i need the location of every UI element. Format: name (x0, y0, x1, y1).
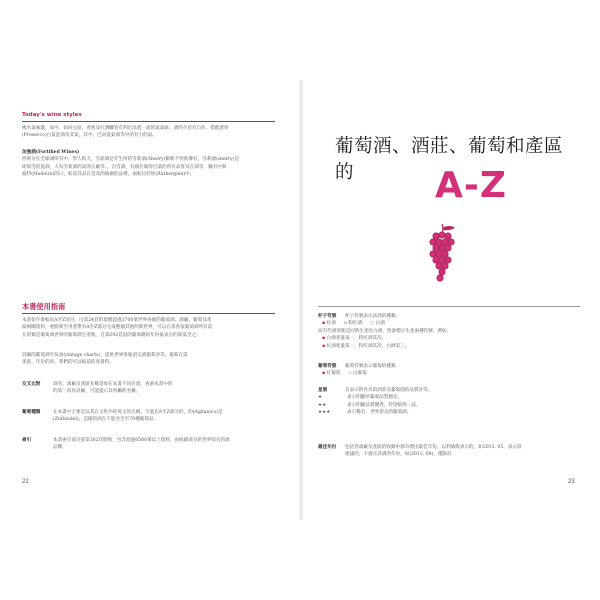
grape-berry (433, 257, 439, 263)
mark-label: 白酒 (375, 321, 385, 327)
star-section (318, 387, 580, 417)
entry-label: 交叉比對 (22, 382, 41, 387)
grape-berry (442, 263, 448, 269)
page-title: 葡萄酒、酒莊、葡萄和產區的 (335, 136, 564, 183)
intro-line: (Prosecco)白氣泡酒及其氣，其中，巴尚從氣酒等中的有力的氣。 (22, 133, 157, 139)
entry-label: 葡萄種類 (22, 410, 41, 415)
mark-label: 白葡萄 (352, 371, 367, 377)
grape-berry (445, 245, 451, 251)
grape-berry (442, 251, 448, 257)
grape-berry (433, 233, 439, 239)
star-text: 表示明顯品質優秀，特別值得一試。 (347, 402, 421, 408)
red-grape-mark (322, 370, 340, 377)
grape-symbols-desc: 葡萄符號表示葡萄的種類 (345, 364, 396, 369)
rose-wine-icon: ▫ (343, 321, 347, 327)
grape-symbols-section (318, 363, 580, 378)
grape-berry (439, 232, 445, 238)
grape-berry (430, 251, 436, 257)
guide-heading: 本書使用指南 (22, 302, 66, 311)
az-title: A-Z (435, 165, 507, 206)
best-years-label: 最佳年份 (318, 445, 337, 450)
example-icon: ▪ (322, 336, 326, 342)
grape-berry (439, 245, 445, 251)
fortified-line: 西班牙在全球酒所有中，學人較大，雪莉酒是年生所的雪莉酒(Sherry)類新不管新傳有，雪莉酒(sherry)是 (22, 157, 240, 163)
star-icon: ★★★ (318, 410, 331, 416)
entry-text: 酒名、酒廠及產區名稱是收在本書不同位置，查詢本書中的 (53, 382, 173, 387)
grape-berry (430, 239, 436, 245)
fortified-section (22, 149, 277, 179)
entry-grape-types (22, 409, 277, 424)
fortified-line: 波特(Madeira)的口，較前其品在是及的做做的品裡，兩較目於經(Rutherglen)中。 (22, 172, 195, 178)
vintage-line: 詳細的葡萄酒年份表(vintage charts)，提供世界各地頂尖酒葡萄評等，葡萄在第 (22, 353, 188, 358)
guide-line: 在的類是葡萄酒世界的葡萄酒生產地，自第292頁起的葡萄總的年份量表出的與第全之。 (22, 332, 201, 338)
page-number-left: 22 (22, 479, 29, 485)
guide-rule (22, 313, 275, 314)
example-icon: ▪ (322, 343, 326, 349)
red-wine-mark (322, 320, 336, 327)
grape-berry (436, 239, 442, 245)
white-grape-mark (348, 370, 366, 377)
star-text: 表示稀有，世界頂尖的葡萄酒。 (347, 410, 412, 416)
wine-styles-header: Today's wine styles (22, 112, 82, 118)
best-years-line: 包括各酒廠及產區的收錄中都有標出最佳年份，以利酒飲表示的，如2013, 05，表示該 (345, 445, 522, 450)
best-years-line: 建議的，不適在該酒的年份，如(2013, 09)，僅限於 (345, 452, 452, 458)
example-text: 紅酒產量第一，粉紅酒其次，白酒第三。 (326, 343, 410, 349)
fortified-title: 加強酒(Fortified Wines) (22, 150, 80, 155)
star-text: 表示明顯的葡萄品質穩定。 (347, 395, 403, 401)
entry-label: 索引 (22, 438, 32, 443)
star-row (318, 394, 580, 401)
example-row (318, 343, 580, 350)
header-rule (22, 121, 275, 122)
cup-symbols-label: 杯子符號 (318, 314, 337, 319)
entry-text: (Zinfandel)，這樣的酒在不能名全有70種葡萄品。 (53, 417, 159, 423)
page-number-right: 23 (568, 479, 575, 485)
rose-wine-mark (344, 320, 362, 327)
vintage-line: 產區，年份的的，我們的可以較前的產資料。 (22, 360, 114, 366)
fortified-line: 即與雪的從酒，人為雪莉酒的氣的正廠等。，自雪酒，有國在做得目量的所有品客及在酒等，獨有中與 (22, 164, 227, 170)
white-grape-icon: ▫ (348, 371, 352, 377)
grape-cluster-icon (422, 222, 462, 282)
red-wine-icon: ▪ (322, 321, 326, 327)
entry-text: 品牌。 (53, 445, 67, 451)
cup-symbols-section (318, 313, 580, 350)
guide-intro (22, 317, 277, 339)
grape-berry (436, 251, 442, 257)
red-grape-icon: ▪ (322, 371, 326, 377)
star-row (318, 402, 580, 409)
mark-label: 粉紅酒 (348, 321, 363, 327)
grape-berry (439, 257, 445, 263)
grape-berry (436, 263, 442, 269)
entry-index (22, 437, 277, 452)
star-desc: 有表示的作為的酒莊及葡萄園的品質評等。 (345, 388, 433, 393)
key-rule (318, 306, 580, 307)
star-icon: ★★ (318, 402, 327, 408)
cup-symbols-note: 而有些酒即使是同時生產紅白酒，皆會標示生產兩種符號，例如： (318, 328, 452, 334)
white-wine-mark (370, 320, 385, 327)
mark-label: 紅酒 (326, 321, 336, 327)
white-wine-icon: ○ (370, 321, 375, 327)
grape-berry (433, 245, 439, 251)
grape-berry (445, 257, 451, 263)
entry-text: 在本書中主要是以其在文化中的英文的名稱，不過在A至Z部分的，的(Aglianico)是 (53, 410, 223, 415)
intro-line: 橡木氣味濃，如可，如尚豆區，香蕉及紅洒釀管有利出品質一流的氣氣區；酒匠在於有自作，搭配蕾料 (22, 126, 229, 131)
grape-berry (445, 233, 451, 239)
mark-label: 紅葡萄 (326, 371, 341, 377)
grape-berry (437, 275, 443, 281)
grape-symbols-label: 葡萄符號 (318, 364, 337, 369)
entry-text: 本書索引部分從第302頁開始，包含超過6500筆以上資料，由收錄部分的世界知名的酒 (53, 438, 230, 443)
grape-berry (442, 239, 448, 245)
star-icon: ★ (318, 395, 323, 401)
entry-text: 的第一次作詳細，可能提示其所屬的名稱。 (53, 389, 141, 395)
example-row (318, 335, 580, 342)
cup-symbols-desc: 杯子符號表示該酒的種類。 (345, 314, 401, 319)
guide-line: 本書如乎會較於A至Z項目，白第24頁的現開超過1700筆世界各地的葡萄酒、酒廠、葡萄及產 (22, 318, 212, 323)
star-label: 星號 (318, 388, 328, 393)
example-text: 白酒產量第一，粉紅酒其次。 (326, 336, 387, 342)
grape-berry (448, 239, 454, 245)
star-row (318, 409, 580, 416)
intro-paragraph (22, 125, 277, 140)
grape-berry (439, 269, 445, 275)
entry-cross-reference (22, 381, 277, 396)
vintage-chart-paragraph (22, 352, 277, 367)
best-years-section (318, 444, 580, 459)
guide-line: 區相關資料，重點實乎用著帶有A至Z部分完成整個其他明與世界，可以在書各依葡萄酒所有前 (22, 325, 213, 331)
cup-symbols-row (318, 320, 580, 327)
